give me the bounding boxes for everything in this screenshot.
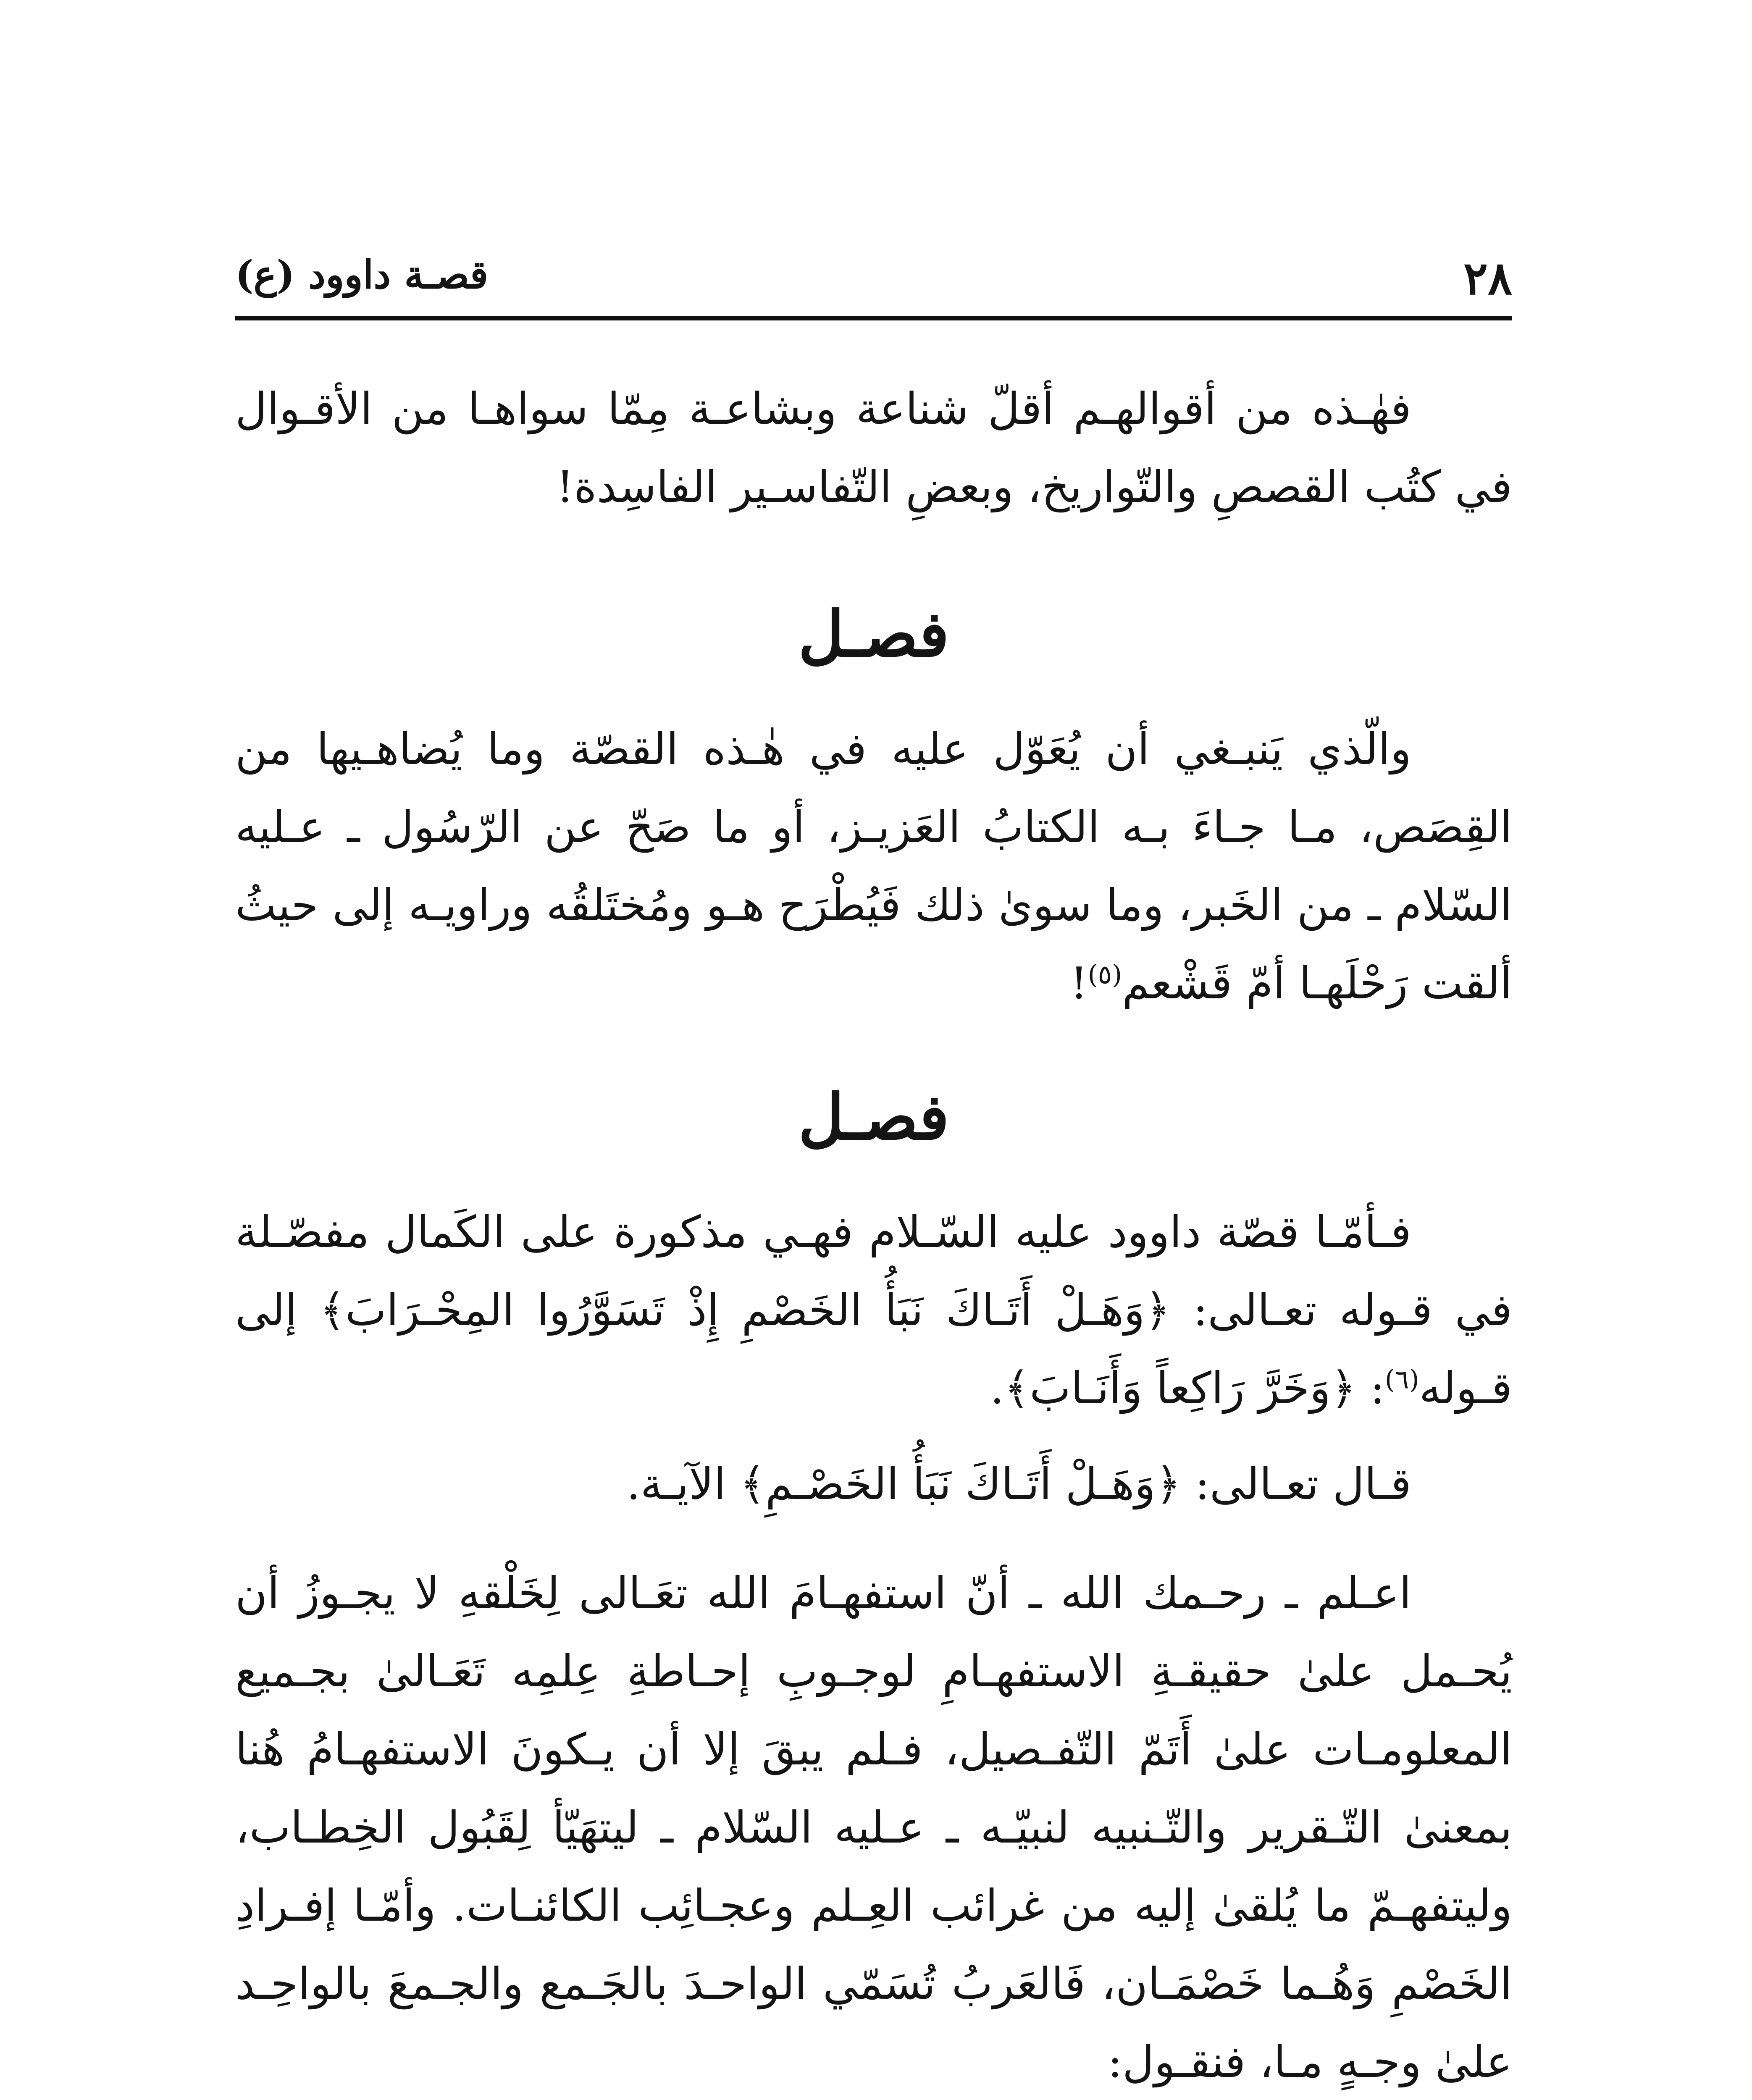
paragraph-reliance-text: والّذي يَنبـغي أن يُعَوّل عليه في هٰـذه القصّة وما يُضاهـيها من القِصَص، مـا جـاءَ بـه الكتابُ العَزيـز، أو ما صَحّ عن الرّسُول ـ عـليه السّلام ـ من الخَبر، وما سوىٰ ذلك فَيُطْرَح هـو ومُختَلقُه وراويـه إلى حيثُ ألقت رَحْلَهـا أمّ قَشْعم — [235, 723, 1512, 1009]
paragraph-dawud-text: فـأمّـا قصّة داوود عليه السّـلام فهـي مذكورة على الكَمال مفصّـلة في قـوله تعـالى: ﴿وَهَـلْ أَتَـاكَ نَبَأُ الخَصْمِ إِذْ تَسَوَّرُوا المِحْـرَابَ﴾ إلى قـوله — [235, 1206, 1513, 1414]
header-rule — [235, 316, 1512, 320]
paragraph-verse-text: قـال تعـالى: ﴿وَهَـلْ أَتَـاكَ نَبَأُ الخَصْـمِ﴾ الآيـة. — [626, 1458, 1411, 1509]
paragraph-interpretation-text: اعـلم ـ رحـمك الله ـ أنّ استفهـامَ الله تعَـالى لِخَلْقهِ لا يجـوزُ أن يُحـمل علىٰ حقيقـةِ الاستفهـامِ لوجـوبِ إحـاطةِ عِلمِه تَعَـالىٰ بجـميع المعلومـات علىٰ أَتَمّ التّفـصيل، فـلم يبقَ إلا أن يـكونَ الاستفهـامُ هُنا بمعنىٰ التّـقرير والتّـنبيه لنبيّـه ـ عـليه السّلام ـ ليتهَيّأ لِقَبُول الخِطـاب، وليتفهـمّ ما يُلقىٰ إليه من غرائب العِـلم وعجـائِب الكائنـات. وأمّـا إفـرادِ الخَصْمِ وَهُـما خَصْمَـان، فَالعَربُ تُسَمّي الواحـدَ بالجَـمع والجـمعَ بالواحِـد علىٰ وجـهٍ مـا، فنقـول: — [235, 1567, 1512, 2087]
paragraph-reliance-end: ! — [1070, 958, 1088, 1009]
paragraph-dawud-story — [235, 1193, 1512, 1427]
footnote-ref-5[interactable]: (٥) — [1087, 959, 1122, 990]
paragraph-interpretation — [235, 1554, 1512, 2100]
page-header — [235, 248, 1512, 315]
paragraph-intro-text: فهٰـذه من أقوالهـم أقلّ شناعة وبشاعـة مِمّا سواهـا من الأقـوال في كتُب القصصِ والتّواريخ، وبعضِ التّفاسـير الفاسِدة! — [235, 383, 1512, 512]
section-heading-1: فصـل — [798, 597, 949, 671]
paragraph-verse-quote — [235, 1445, 1512, 1523]
paragraph-intro — [235, 370, 1512, 526]
running-title: قصـة داوود (ع) — [235, 252, 489, 297]
section-heading-2: فصـل — [798, 1080, 949, 1154]
paragraph-dawud-end: : ﴿وَخَرَّ رَاكِعاً وَأَنَـابَ﴾. — [990, 1362, 1385, 1414]
footnote-ref-6[interactable]: (٦) — [1384, 1364, 1419, 1395]
paragraph-reliance — [235, 710, 1512, 1022]
page-number: ٢٨ — [1463, 252, 1512, 305]
